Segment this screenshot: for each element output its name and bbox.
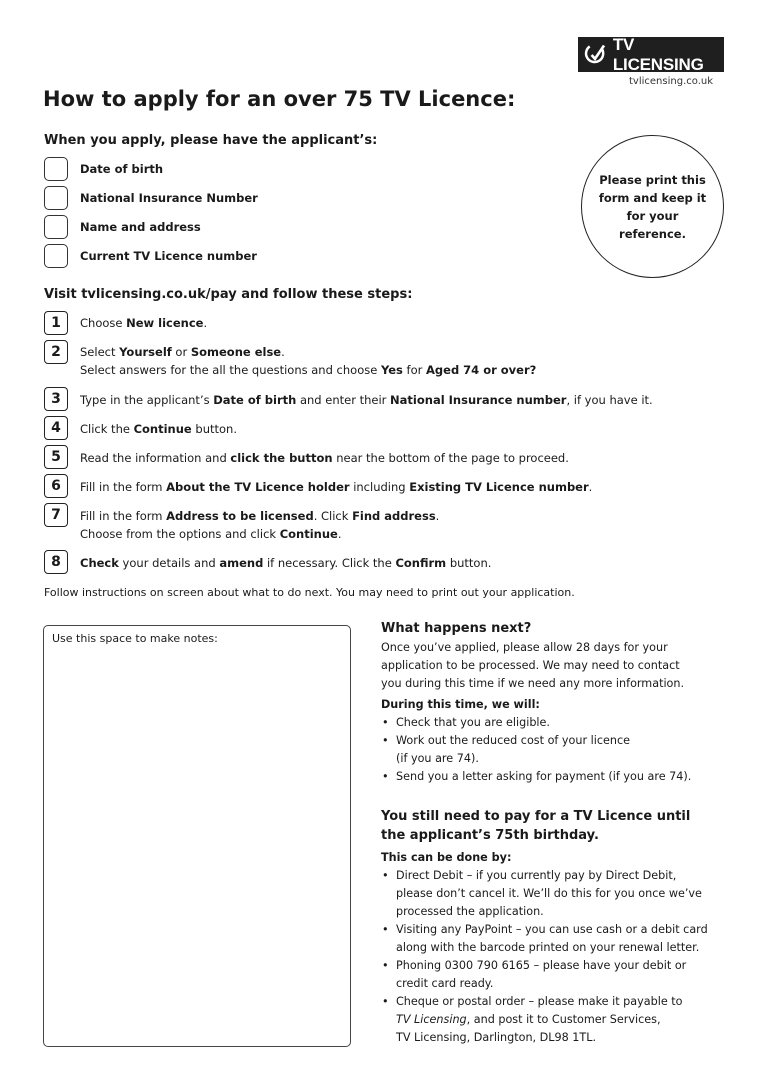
bullet-line: [396, 1029, 731, 1047]
notes-area[interactable]: [43, 625, 351, 1047]
emphasis-text: Date of birth: [213, 393, 297, 407]
payment-method-item: [396, 867, 731, 921]
text-run: or: [171, 345, 191, 359]
bullet-line: [396, 885, 731, 903]
bullet-line: [396, 903, 731, 921]
bullet-line: • Send you a letter asking for payment (if you are 74).: [396, 770, 692, 783]
emphasis-text: Check: [80, 556, 119, 570]
text-run: along with the barcode printed on your renewal letter.: [396, 941, 700, 954]
what-next-line: Once you’ve applied, please allow 28 days for your: [381, 641, 668, 654]
text-run: near the bottom of the page to proceed.: [332, 451, 569, 465]
step-number: 6: [44, 474, 68, 498]
text-run: Select answers for the all the questions and choose: [80, 363, 381, 377]
emphasis-text: Existing TV Licence number: [409, 480, 589, 494]
bullet-line: [396, 993, 731, 1011]
requirement-label: Current TV Licence number: [80, 249, 257, 263]
still-pay-heading-line: the applicant’s 75th birthday.: [381, 828, 599, 843]
tv-licensing-logo: [578, 34, 724, 74]
text-run: . Click: [313, 509, 353, 523]
step-number: 7: [44, 503, 68, 527]
logo-text: TV LICENSING: [612, 34, 704, 74]
step-number: 1: [44, 311, 68, 335]
text-run: , if you have it.: [566, 393, 653, 407]
bullet-item: [396, 768, 731, 786]
checkbox-licence-number[interactable]: [44, 244, 68, 268]
text-run: button.: [191, 422, 237, 436]
print-reminder-circle: [581, 135, 724, 278]
still-pay-section: [381, 807, 731, 1047]
text-run: Choose from the options and click: [80, 527, 280, 541]
text-run: Type in the applicant’s: [80, 393, 214, 407]
notes-label: Use this space to make notes:: [52, 632, 218, 645]
text-run: processed the application.: [396, 905, 544, 918]
emphasis-text: Find address: [352, 509, 436, 523]
follow-instructions: Follow instructions on screen about what to do next. You may need to print out your application.: [44, 586, 575, 599]
checkbox-national-insurance[interactable]: [44, 186, 68, 210]
step-text: [80, 478, 592, 496]
step-text: [80, 554, 491, 572]
what-next-line: application to be processed. We may need to contact: [381, 659, 680, 672]
emphasis-text: New licence: [126, 316, 204, 330]
payment-methods-list: [381, 867, 731, 1047]
text-run: .: [281, 345, 285, 359]
bullet-line: • Check that you are eligible.: [396, 716, 550, 729]
text-run: Fill in the form: [80, 480, 167, 494]
steps-heading: Visit tvlicensing.co.uk/pay and follow these steps:: [44, 287, 413, 302]
emphasis-text: Confirm: [395, 556, 447, 570]
emphasis-text: Someone else: [190, 345, 282, 359]
bullet-line: [396, 867, 731, 885]
emphasis-text: National Insurance number: [390, 393, 567, 407]
emphasis-text: Continue: [279, 527, 338, 541]
text-run: Read the information and: [80, 451, 231, 465]
step-text: [80, 391, 653, 409]
bullet-line: [396, 939, 731, 957]
what-next-line: you during this time if we need any more information.: [381, 677, 685, 690]
step-text: [80, 507, 439, 543]
text-run: .: [203, 316, 208, 330]
step-text: [80, 343, 536, 379]
checkbox-name-address[interactable]: [44, 215, 68, 239]
payment-method-item: [396, 921, 731, 957]
text-run: including: [349, 480, 410, 494]
text-run: and enter their: [296, 393, 391, 407]
text-run: , and post it to Customer Services,: [466, 1013, 661, 1026]
step-number: 8: [44, 550, 68, 574]
text-run: .: [435, 509, 440, 523]
bullet-item: [396, 714, 731, 732]
step-number: 2: [44, 340, 68, 364]
emphasis-text: Address to be licensed: [166, 509, 314, 523]
text-run: Select: [80, 345, 120, 359]
emphasis-text: Yourself: [119, 345, 172, 359]
step-number: 5: [44, 445, 68, 469]
payment-method-item: [396, 993, 731, 1047]
text-run: Click the: [80, 422, 134, 436]
emphasis-text: amend: [219, 556, 264, 570]
text-run: if necessary. Click the: [263, 556, 396, 570]
text-run: Cheque or postal order – please make it payable to: [396, 995, 683, 1008]
text-run: TV Licensing, Darlington, DL98 1TL.: [396, 1031, 597, 1044]
text-run: Phoning 0300 790 6165 – please have your debit or: [396, 959, 687, 972]
done-by-heading: This can be done by:: [381, 851, 512, 864]
bullet-line: [396, 975, 731, 993]
text-run: Direct Debit – if you currently pay by Direct Debit,: [396, 869, 677, 882]
page-title: How to apply for an over 75 TV Licence:: [43, 87, 516, 111]
text-run: button.: [446, 556, 492, 570]
emphasis-text: About the TV Licence holder: [166, 480, 350, 494]
what-happens-next-heading: What happens next?: [381, 621, 532, 636]
requirements-heading: When you apply, please have the applicant’s:: [44, 133, 378, 148]
step-text: [80, 420, 237, 438]
text-run: for: [402, 363, 427, 377]
text-run: .: [588, 480, 593, 494]
requirement-label: National Insurance Number: [80, 191, 258, 205]
step-text: [80, 449, 569, 467]
bullet-line: (if you are 74).: [396, 752, 479, 765]
text-run: credit card ready.: [396, 977, 494, 990]
what-happens-next-section: [381, 621, 731, 786]
step-text: [80, 314, 207, 332]
emphasis-text: Aged 74 or over?: [426, 363, 537, 377]
text-run: your details and: [118, 556, 220, 570]
emphasis-text: Continue: [133, 422, 192, 436]
bullet-line: [396, 1011, 731, 1029]
payment-method-item: [396, 957, 731, 993]
step-number: 3: [44, 387, 68, 411]
text-run: please don’t cancel it. We’ll do this for you once we’ve: [396, 887, 702, 900]
logo-url: tvlicensing.co.uk: [629, 76, 713, 87]
emphasis-text: click the button: [230, 451, 333, 465]
text-run: Choose: [80, 316, 127, 330]
requirement-label: Name and address: [80, 220, 201, 234]
tv-licensing-tick-icon: [584, 42, 607, 68]
text-run: .: [337, 527, 342, 541]
still-pay-heading-line: You still need to pay for a TV Licence until: [381, 809, 691, 824]
checkbox-date-of-birth[interactable]: [44, 157, 68, 181]
what-next-bullets: [381, 714, 731, 786]
bullet-line: [396, 957, 731, 975]
bullet-line: • Work out the reduced cost of your licence: [396, 734, 630, 747]
text-run: Visiting any PayPoint – you can use cash or a debit card: [396, 923, 708, 936]
bullet-line: [396, 921, 731, 939]
print-reminder-text: Please print this form and keep it for your reference.: [598, 172, 707, 241]
emphasis-text: TV Licensing: [396, 1013, 467, 1026]
bullet-item: [396, 732, 731, 768]
during-heading: During this time, we will:: [381, 698, 540, 711]
emphasis-text: Yes: [380, 363, 403, 377]
requirement-label: Date of birth: [80, 162, 164, 176]
text-run: Fill in the form: [80, 509, 167, 523]
step-number: 4: [44, 416, 68, 440]
